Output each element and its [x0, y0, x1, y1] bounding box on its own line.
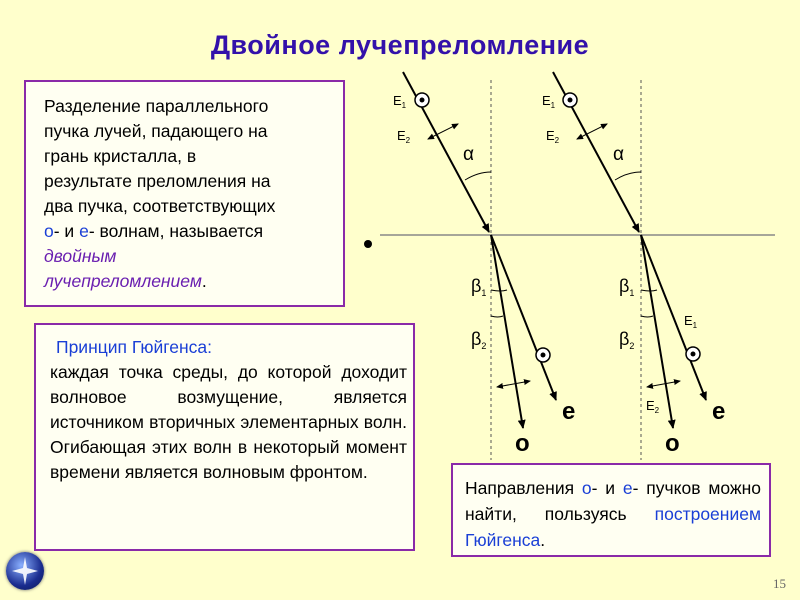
- alpha-arc-left: [465, 172, 491, 180]
- e-ray-label-right: е: [712, 398, 726, 425]
- e1-label-right: $E_1$: [542, 93, 556, 110]
- definition-period: .: [201, 271, 207, 291]
- alpha-arc-right: [615, 172, 641, 180]
- directions-text: - и: [591, 478, 616, 498]
- o-ray-left: [491, 235, 523, 428]
- directions-period: .: [540, 530, 546, 550]
- beta2-arc-left: [491, 316, 503, 317]
- definition-text: - волнам, называется: [88, 221, 264, 241]
- directions-text: - пучков можно найти, пользуясь: [465, 478, 761, 524]
- university-logo-icon: [6, 552, 44, 590]
- page-title: Двойное лучепреломление: [210, 30, 590, 60]
- definition-text: - и: [53, 221, 75, 241]
- e-wave-letter: е: [79, 221, 89, 241]
- definition-line: грань кристалла, в: [44, 146, 197, 166]
- beta2-arc-right: [641, 316, 653, 317]
- e2-label-left: $E_2$: [397, 128, 411, 145]
- beta1-arc-right: [641, 290, 657, 291]
- definition-line: пучка лучей, падающего на: [44, 121, 268, 141]
- e-beam-letter: е: [622, 478, 633, 498]
- e-ray-left: [491, 235, 556, 400]
- definition-line: Разделение параллельного: [44, 96, 269, 116]
- e2-vector-left-o: [497, 381, 530, 387]
- beta2-label-right: $\beta_2$: [619, 329, 635, 351]
- beta1-label-right: $\beta_1$: [619, 276, 635, 298]
- e-ray-right: [641, 235, 706, 400]
- beta2-label-left: $\beta_2$: [471, 329, 487, 351]
- o-ray-label-right: о: [665, 430, 680, 457]
- beta1-arc-left: [491, 290, 507, 291]
- alpha-label-right: α: [613, 144, 624, 165]
- directions-text: Направления: [465, 478, 575, 498]
- definition-line: результате преломления на: [44, 171, 271, 191]
- e2-label-right-bottom: $E_2$: [646, 398, 660, 415]
- huygens-heading: Принцип Гюйгенса:: [56, 337, 213, 357]
- e2-vector-right-o: [647, 381, 680, 387]
- e2-label-right: $E_2$: [546, 128, 560, 145]
- huygens-text: каждая точка среды, до которой доходит волновое возмущение, является источником вторичных элементарных волн. Огибающая этих волн в некоторый момент времени является волновым фронтом.: [50, 362, 407, 482]
- o-beam-letter: о: [581, 478, 592, 498]
- o-ray-label-left: о: [515, 430, 530, 457]
- alpha-label-left: α: [463, 144, 474, 165]
- e1-label-left: $E_1$: [393, 93, 407, 110]
- beta1-label-left: $\beta_1$: [471, 276, 487, 298]
- e1-label-right-bottom: $E_1$: [684, 313, 698, 330]
- term-refraction: лучепреломлением: [44, 271, 202, 291]
- o-wave-letter: о: [44, 221, 54, 241]
- huygens-construction-link: построением Гюйгенса: [465, 504, 761, 550]
- e-ray-label-left: е: [562, 398, 576, 425]
- term-double: двойным: [44, 246, 117, 266]
- page-number: 15: [773, 576, 786, 591]
- definition-line: два пучка, соответствующих: [44, 196, 276, 216]
